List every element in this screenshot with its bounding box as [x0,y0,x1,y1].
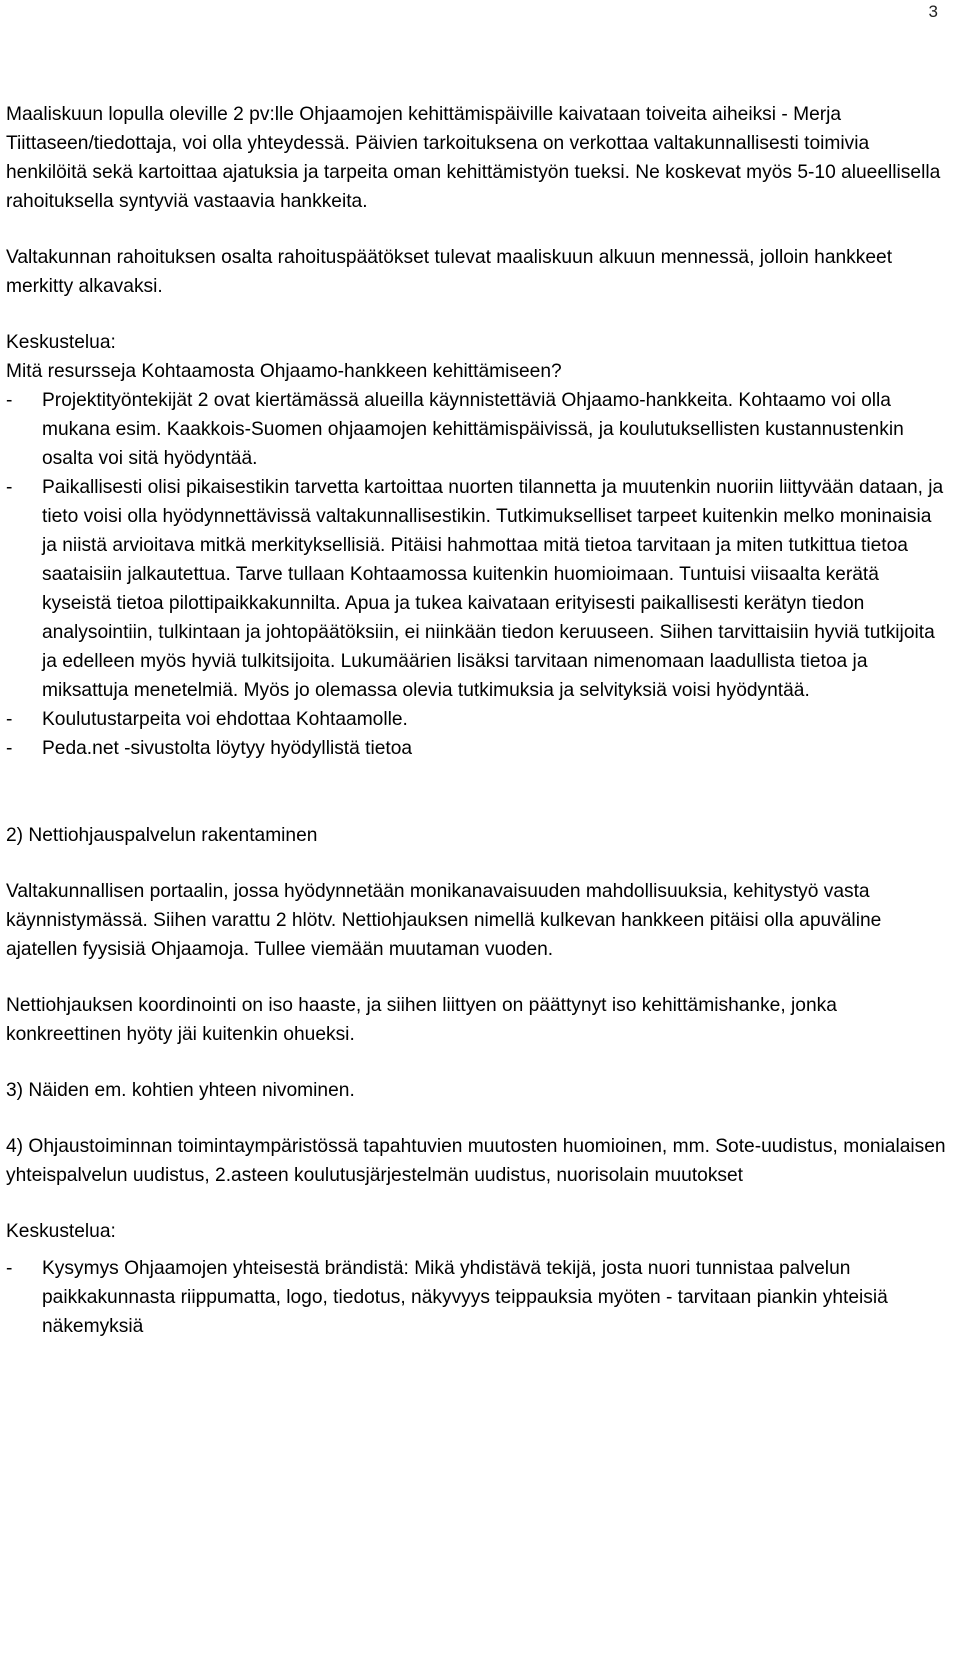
discussion-heading: Keskustelua: [6,1221,116,1242]
section-2-paragraph-1: Valtakunnallisen portaalin, jossa hyödynnetään monikanavaisuuden mahdollisuuksia, kehitystyö vasta käynnistymässä. Siihen varattu 2 hlötv. Nettiohjauksen nimellä kulkevan hankkeen pitäisi olla apuväline ajatellen fyysisiä Ohjaamoja. Tullee viemään muutaman vuoden. [6,881,882,960]
list-item [6,705,951,734]
discussion-question: Mitä resursseja Kohtaamosta Ohjaamo-hankkeen kehittämiseen? [6,361,562,382]
list-item-text: Projektityöntekijät 2 ovat kiertämässä alueilla käynnistettäviä Ohjaamo-hankkeita. Kohtaamo voi olla mukana esim. Kaakkois-Suomen ohjaamojen kehittämispäivissä, ja koulutuksellisten kustannustenkin osalta voi sitä hyödyntää. [42,390,904,469]
discussion-bullet-list [6,1254,951,1341]
bullet-dash: - [6,1258,13,1279]
discussion-heading: Keskustelua: [6,332,116,353]
funding-paragraph: Valtakunnan rahoituksen osalta rahoituspäätökset tulevat maaliskuun alkuun mennessä, jolloin hankkeet merkitty alkavaksi. [6,247,893,297]
list-item-text: Peda.net -sivustolta löytyy hyödyllistä tietoa [42,738,413,759]
list-item [6,473,951,705]
intro-paragraph: Maaliskuun lopulla oleville 2 pv:lle Ohjaamojen kehittämispäiville kaivataan toiveita aiheiksi - Merja Tiittaseen/tiedottaja, voi olla yhteydessä. Päivien tarkoituksena on verkottaa valtakunnallisesti toimivia henkilöitä sekä kartoittaa ajatuksia ja tarpeita oman kehittämistyön tueksi. Ne koskevat myös 5-10 alueellisella rahoituksella syntyviä vastaavia hankkeita. [6,104,941,212]
discussion-bullet-list [6,386,951,763]
bullet-dash: - [6,709,13,730]
page-number: 3 [928,2,938,21]
spacer [6,1246,951,1254]
list-item-text: Paikallisesti olisi pikaisestikin tarvetta kartoittaa nuorten tilannetta ja muutenkin nuoriin liittyvään dataan, ja tieto voisi olla hyödynnettävissä valtakunnallisestikin. Tutkimukselliset tarpeet kuitenkin melko moninaisia ja niistä arvioitava mitkä merkityksellisiä. Pitäisi hahmottaa mitä tietoa tarvitaan ja miten tutkittua tietoa saataisiin jalkautettua. Tarve tullaan Kohtaamossa kuitenkin huomioimaan. Tuntuisi viisaalta kerätä kyseistä tietoa pilottipaikkakunnilta. Apua ja tukea kaivataan erityisesti paikallisesti kerätyn tiedon analysointiin, tulkintaan ja johtopäätöksiin, ei niinkään tiedon keruuseen. Siihen tarvittaisiin hyviä tutkijoita ja edelleen myös hyviä tulkitsijoita. Lukumäärien lisäksi tarvitaan nimenomaan laadullista tietoa ja miksattuja menetelmiä. Myös jo olemassa olevia tutkimuksia ja selvityksiä voisi hyödyntää. [42,477,944,701]
bullet-dash: - [6,390,13,411]
list-item-text: Koulutustarpeita voi ehdottaa Kohtaamolle. [42,709,408,730]
section-2-paragraph-2: Nettiohjauksen koordinointi on iso haaste, ja siihen liittyen on päättynyt iso kehittämishanke, jonka konkreettinen hyöty jäi kuitenkin ohueksi. [6,995,837,1045]
section-3-heading: 3) Näiden em. kohtien yhteen nivominen. [6,1080,355,1101]
spacer [6,763,951,821]
bullet-dash: - [6,477,13,498]
section-2-heading: 2) Nettiohjauspalvelun rakentaminen [6,825,318,846]
list-item-text: Kysymys Ohjaamojen yhteisestä brändistä: Mikä yhdistävä tekijä, josta nuori tunnistaa palvelun paikkakunnasta riippumatta, logo, tiedotus, näkyvyys teippauksia myöten - tarvitaan piankin yhteisiä näkemyksiä [42,1258,888,1337]
list-item [6,386,951,473]
document-body [6,100,951,1341]
list-item [6,1254,951,1341]
list-item [6,734,951,763]
bullet-dash: - [6,738,13,759]
section-4-heading: 4) Ohjaustoiminnan toimintaympäristössä tapahtuvien muutosten huomioinen, mm. Sote-uudistus, monialaisen yhteispalvelun uudistus, 2.asteen koulutusjärjestelmän uudistus, nuorisolain muutokset [6,1136,946,1186]
